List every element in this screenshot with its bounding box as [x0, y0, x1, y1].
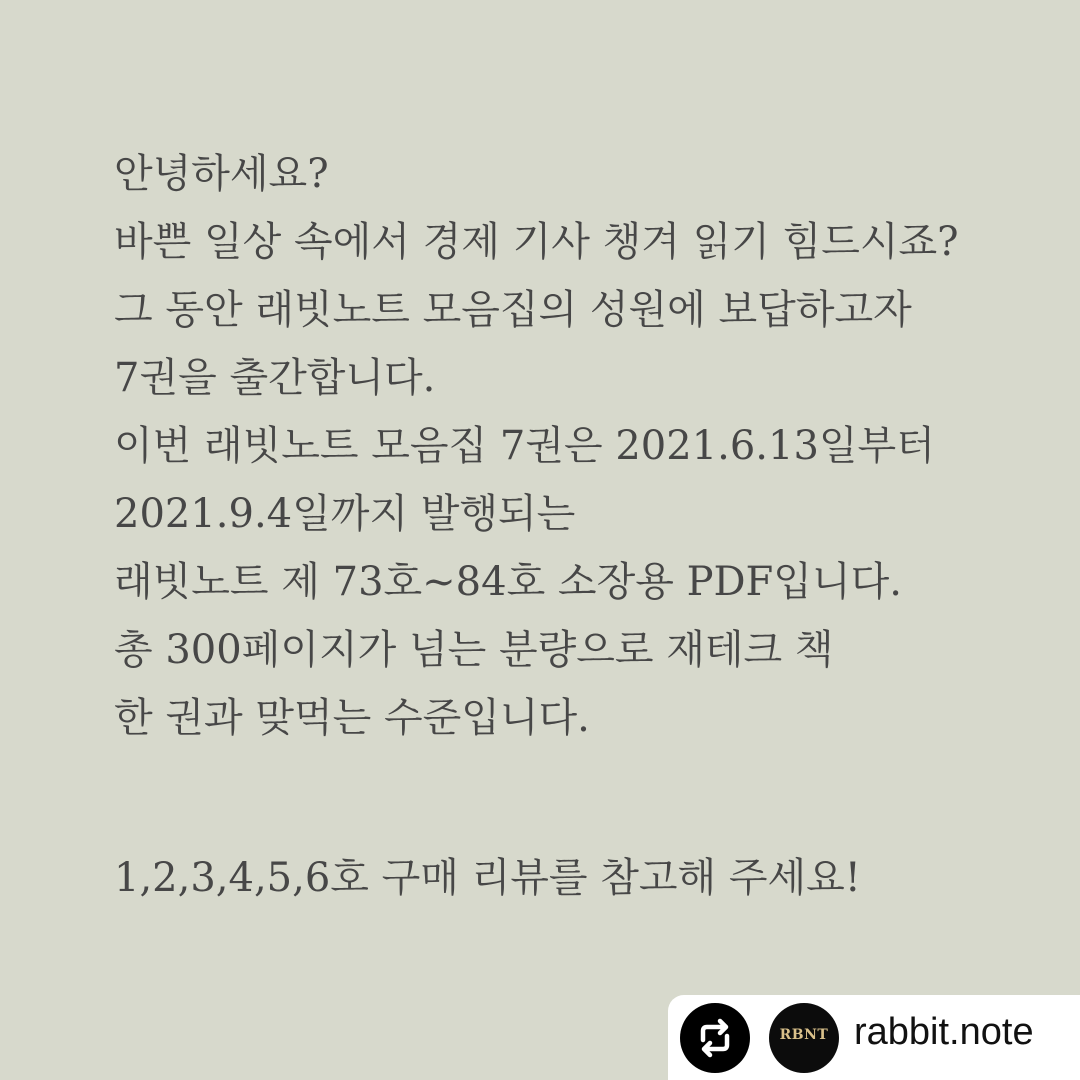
username[interactable]: rabbit.note [854, 1011, 1034, 1053]
paragraph-gap [114, 752, 1014, 844]
text-line-greeting: 안녕하세요? [114, 151, 329, 197]
text-line-7: 래빗노트 제 73호~84호 소장용 PDF입니다. [114, 559, 902, 605]
avatar[interactable] [769, 1003, 839, 1073]
text-line-5: 이번 래빗노트 모음집 7권은 2021.6.13일부터 [114, 423, 935, 469]
text-line-9: 한 권과 맞먹는 수준입니다. [114, 695, 590, 741]
text-line-3: 그 동안 래빗노트 모음집의 성원에 보답하고자 [114, 287, 912, 333]
post-text [114, 140, 1014, 912]
text-line-8: 총 300페이지가 넘는 분량으로 재테크 책 [114, 627, 834, 673]
repost-icon[interactable] [680, 1003, 750, 1073]
text-line-6: 2021.9.4일까지 발행되는 [114, 491, 576, 537]
text-line-4: 7권을 출간합니다. [114, 355, 436, 401]
repost-badge[interactable] [668, 995, 1080, 1080]
text-line-closing: 1,2,3,4,5,6호 구매 리뷰를 참고해 주세요! [114, 855, 861, 901]
repost-arrows-icon [695, 1018, 735, 1058]
avatar-logo-text: RBNT [779, 1027, 829, 1043]
text-line-2: 바쁜 일상 속에서 경제 기사 챙겨 읽기 힘드시죠? [114, 219, 959, 265]
